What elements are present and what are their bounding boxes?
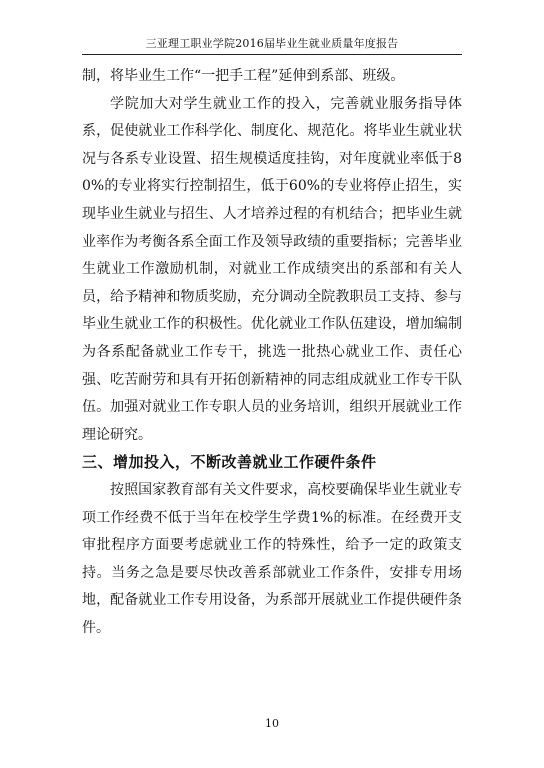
header-rule: [82, 54, 462, 55]
running-header: 三亚理工职业学院2016届毕业生就业质量年度报告: [145, 37, 399, 50]
section-heading: 三、增加投入，不断改善就业工作硬件条件: [82, 453, 377, 472]
paragraph-funding: 按照国家教育部有关文件要求，高校要确保毕业生就业专项工作经费不低于当年在校学生学费1%的标准。在经费开支审批程序方面要考虑就业工作的特殊性，给予一定的政策支持。当务之急是要尽快改善系部就业工作条件，安排专用场地，配备就业工作专用设备，为系部开展就业工作提供硬件条件。: [82, 481, 462, 636]
paragraph-continuation: 制，将毕业生工作“一把手工程”延伸到系部、班级。: [82, 68, 405, 84]
body-text: [82, 63, 462, 642]
page-number: 10: [265, 717, 279, 730]
paragraph-investment: 学院加大对学生就业工作的投入，完善就业服务指导体系，促使就业工作科学化、制度化、规范化。将毕业生就业状况与各系专业设置、招生规模适度挂钩，对年度就业率低于80%的专业将实行控制招生，低于60%的专业将停止招生，实现毕业生就业与招生、人才培养过程的有机结合；把毕业生就业率作为考衡各系全面工作及领导政绩的重要指标；完善毕业生就业工作激励机制，对就业工作成绩突出的系部和有关人员，给予精神和物质奖励，充分调动全院教职员工支持、参与毕业生就业工作的积极性。优化就业工作队伍建设，增加编制为各系配备就业工作专干，挑选一批热心就业工作、责任心强、吃苦耐劳和具有开拓创新精神的同志组成就业工作专干队伍。加强对就业工作专职人员的业务培训，组织开展就业工作理论研究。: [82, 95, 462, 443]
